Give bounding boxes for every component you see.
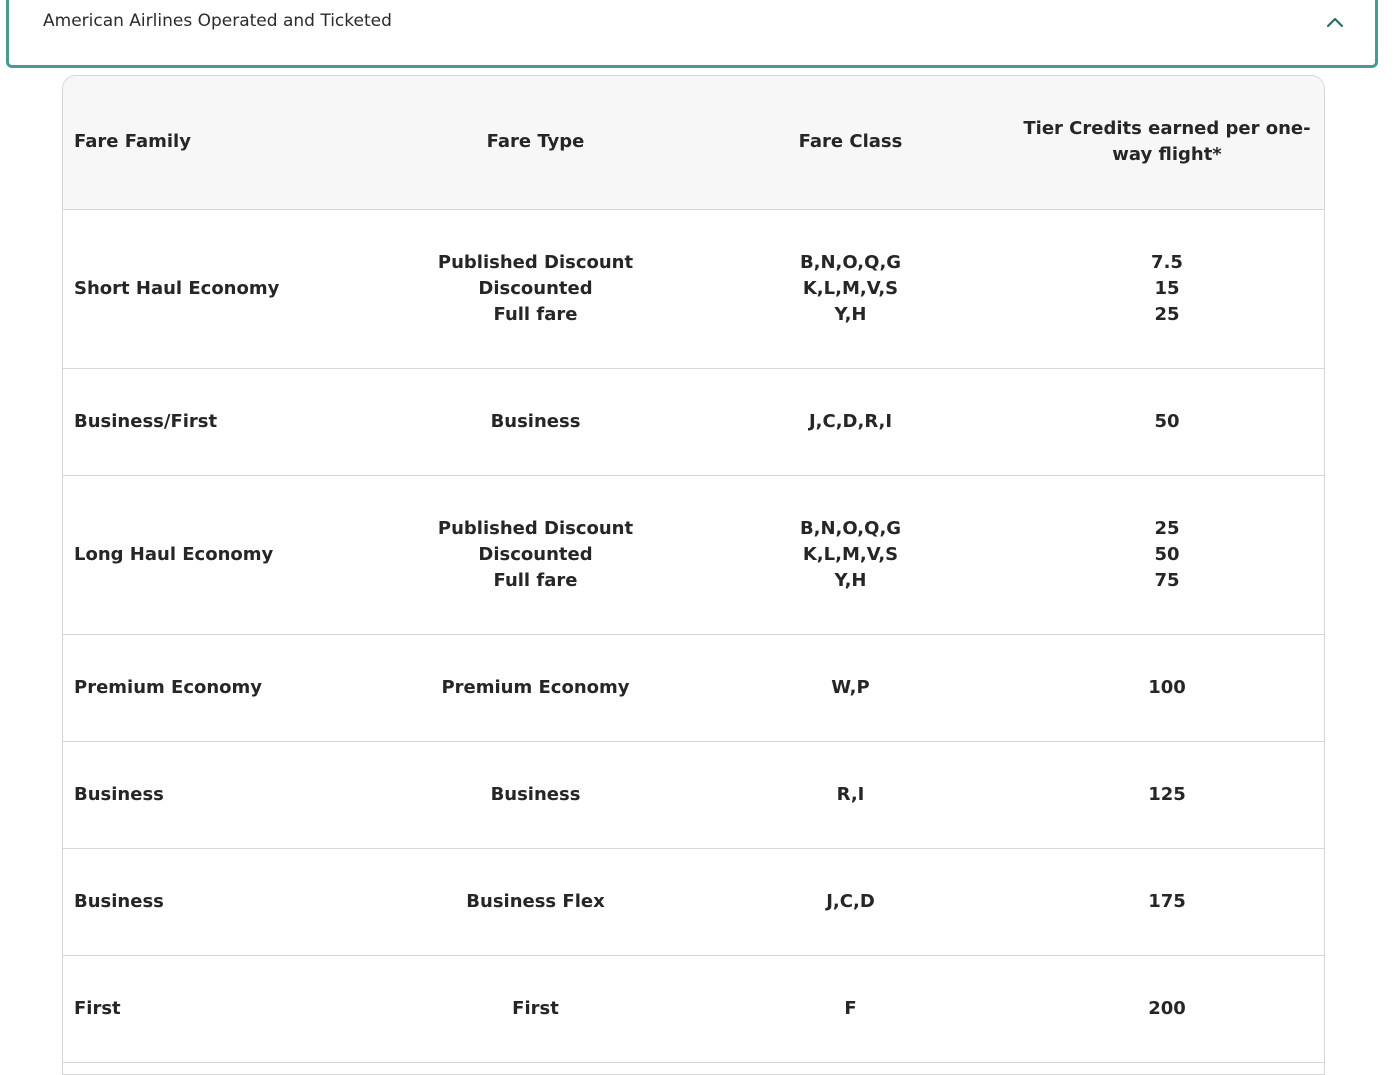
cell-fare-family: Business	[63, 741, 378, 848]
fare-table	[63, 76, 1325, 1063]
fare-class-line: B,N,O,Q,G	[799, 517, 902, 539]
cell-fare-class	[693, 475, 1008, 634]
cell-tier-credits: 175	[1008, 848, 1325, 955]
tier-credit-line: 75	[1154, 569, 1180, 591]
chevron-up-icon[interactable]	[1325, 15, 1345, 29]
cell-fare-class	[693, 209, 1008, 368]
cell-tier-credits: 125	[1008, 741, 1325, 848]
cell-tier-credits: 50	[1008, 368, 1325, 475]
fare-class-line: K,L,M,V,S	[802, 277, 899, 299]
cell-fare-family: Premium Economy	[63, 634, 378, 741]
header-fare-type: Fare Type	[378, 76, 693, 209]
tier-credit-line: 25	[1154, 303, 1180, 325]
tier-credits-table	[62, 75, 1325, 1075]
header-tier-credits	[1008, 76, 1325, 209]
fare-class-line: Y,H	[834, 303, 867, 325]
table-row	[63, 848, 1325, 955]
tier-credit-line: 7.5	[1151, 251, 1183, 273]
fare-type-line: Discounted	[478, 277, 593, 299]
cell-fare-type: Business	[378, 741, 693, 848]
header-tier-credits-line1: Tier Credits earned per one-	[1023, 118, 1311, 140]
cell-tier-credits	[1008, 209, 1325, 368]
cell-fare-family: Short Haul Economy	[63, 209, 378, 368]
table-row	[63, 955, 1325, 1062]
cell-fare-class: F	[693, 955, 1008, 1062]
fare-type-line: Full fare	[493, 303, 578, 325]
fare-class-line: Y,H	[834, 569, 867, 591]
accordion-header[interactable]	[6, 0, 1378, 68]
table-row	[63, 368, 1325, 475]
fare-type-line: Published Discount	[437, 251, 634, 273]
fare-class-line: B,N,O,Q,G	[799, 251, 902, 273]
cell-fare-family: First	[63, 955, 378, 1062]
cell-tier-credits: 100	[1008, 634, 1325, 741]
cell-tier-credits	[1008, 475, 1325, 634]
fare-type-line: Published Discount	[437, 517, 634, 539]
cell-fare-class: W,P	[693, 634, 1008, 741]
cell-tier-credits: 200	[1008, 955, 1325, 1062]
cell-fare-type	[378, 475, 693, 634]
tier-credit-line: 25	[1154, 517, 1180, 539]
table-row	[63, 741, 1325, 848]
header-fare-family: Fare Family	[63, 76, 378, 209]
table-header-row	[63, 76, 1325, 209]
table-row	[63, 634, 1325, 741]
tier-credit-line: 50	[1154, 543, 1180, 565]
cell-fare-class: J,C,D	[693, 848, 1008, 955]
cell-fare-type: Business	[378, 368, 693, 475]
cell-fare-type	[378, 209, 693, 368]
cell-fare-family: Business/First	[63, 368, 378, 475]
tier-credit-line: 15	[1154, 277, 1180, 299]
header-fare-class: Fare Class	[693, 76, 1008, 209]
fare-class-line: K,L,M,V,S	[802, 543, 899, 565]
cell-fare-class: R,I	[693, 741, 1008, 848]
cell-fare-type: First	[378, 955, 693, 1062]
table-row	[63, 209, 1325, 368]
cell-fare-type: Premium Economy	[378, 634, 693, 741]
table-row	[63, 475, 1325, 634]
cell-fare-type: Business Flex	[378, 848, 693, 955]
header-tier-credits-line2: way flight*	[1112, 144, 1222, 166]
fare-type-line: Full fare	[493, 569, 578, 591]
cell-fare-family: Long Haul Economy	[63, 475, 378, 634]
accordion-title: American Airlines Operated and Ticketed	[43, 11, 392, 31]
fare-type-line: Discounted	[478, 543, 593, 565]
cell-fare-family: Business	[63, 848, 378, 955]
cell-fare-class: J,C,D,R,I	[693, 368, 1008, 475]
